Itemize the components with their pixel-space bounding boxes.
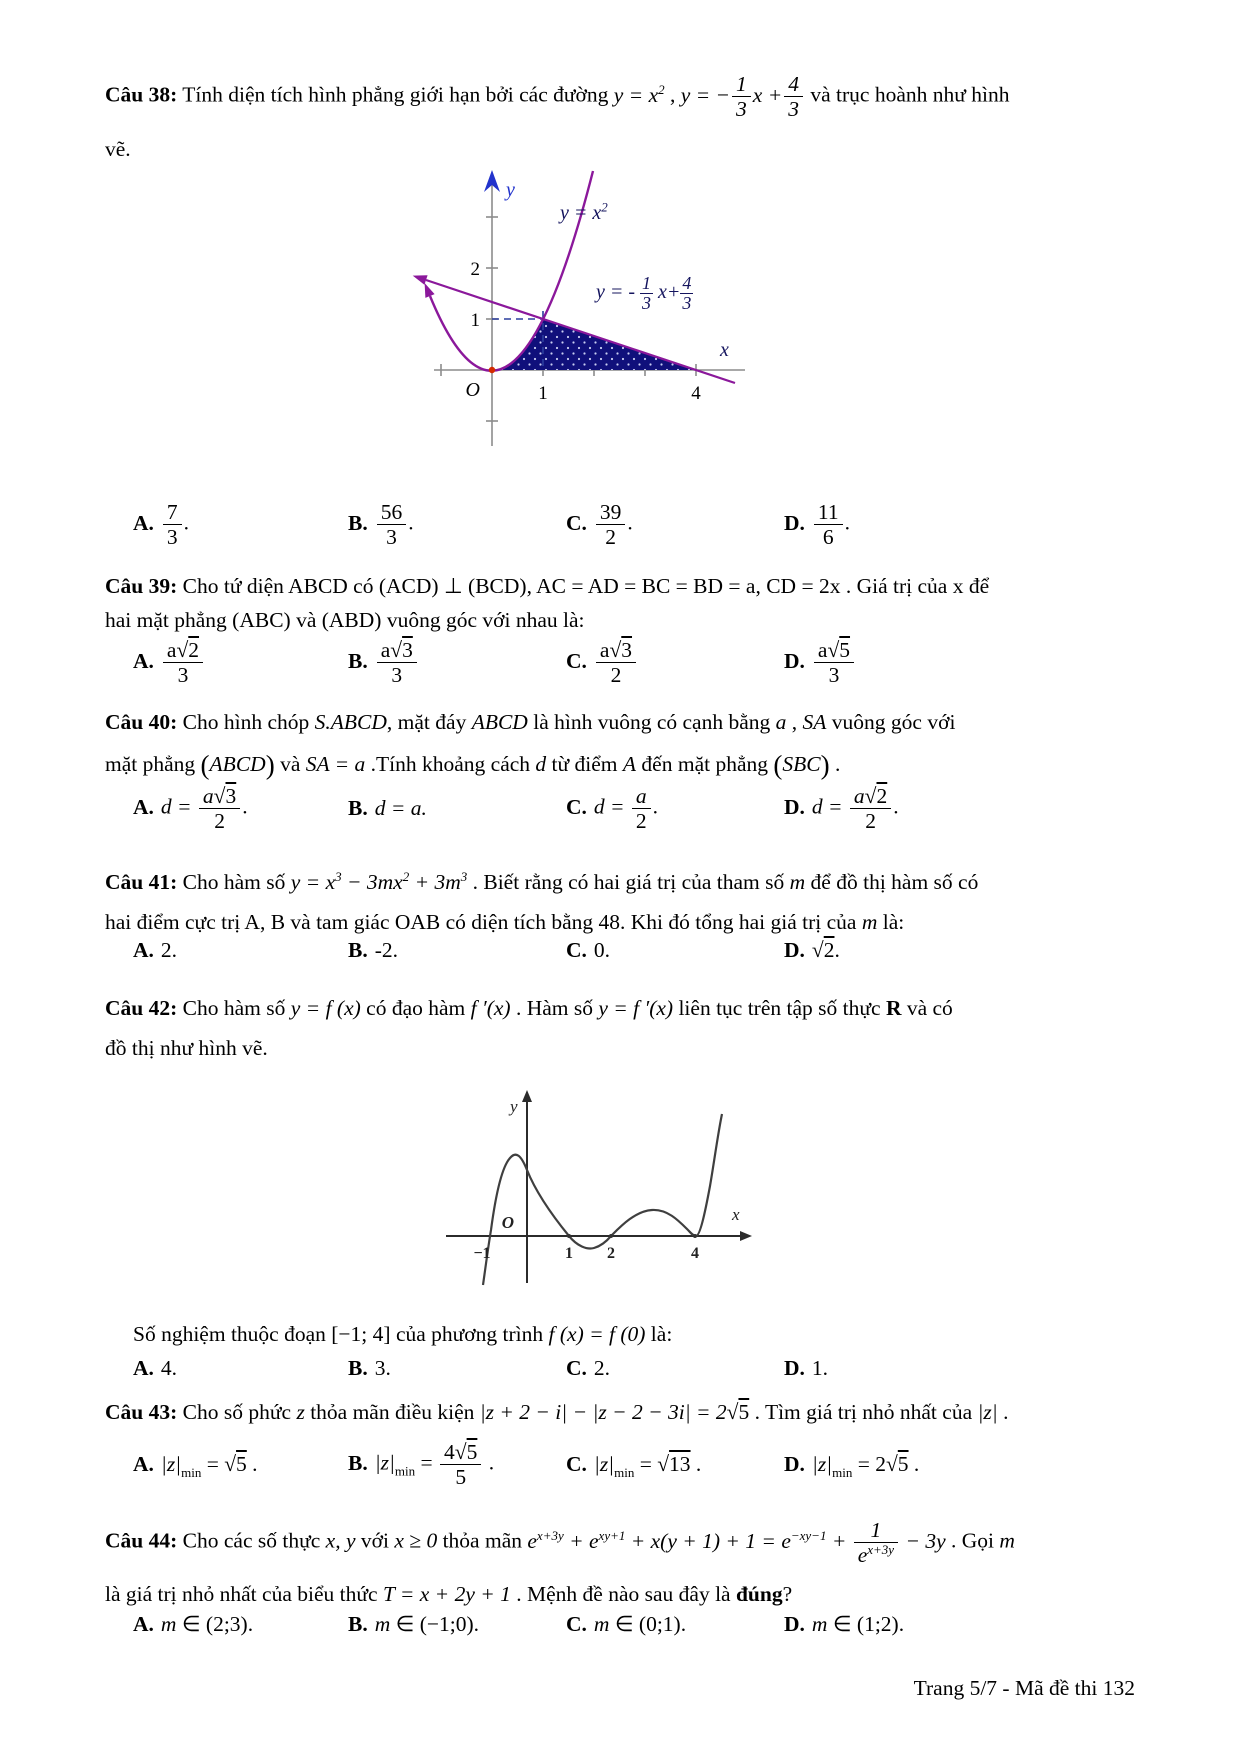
q41-line-1: Câu 41: Cho hàm số $y = x^3 - 3mx^2 + 3m^3$ . Biết rằng có hai giá trị của tham số m để đồ thị hàm số có (105, 868, 979, 894)
q44-line-1: Câu 44: Cho các số thực x, y với x ≥ 0 thỏa mãn $e^{x+3y} + e^{xy+1} + x(y + 1) + 1 = e^{-xy-1}$ + $\frac{1}{e^{x+3y}}$ − 3y . Gọi m (105, 1518, 1015, 1568)
y-axis-arrow (522, 1090, 532, 1102)
line-arrow (413, 275, 428, 284)
q40-answer-b: B. d = a. (348, 796, 427, 821)
q38-answer-c: C. $\frac{39}{2}$ . (566, 500, 633, 550)
q43-line-1: Câu 43: Cho số phức z thỏa mãn điều kiện |z + 2 − i| − |z − 2 − 3i| = 2√5 . Tìm giá trị nhỏ nhất của |z| . (105, 1400, 1009, 1424)
text: , (664, 82, 681, 107)
q39-answer-c: C. $\frac{a√3}{2}$ (566, 638, 784, 687)
q40-answers (105, 784, 1165, 833)
q44-answer-a: A. m ∈ (2;3). (133, 1612, 254, 1636)
q44-answer-b: B. m ∈ (−1;0). (348, 1612, 480, 1636)
text: Cho hàm số (182, 996, 291, 1020)
fraction: $\frac{4√5}{5}$ (438, 1440, 483, 1489)
q43-answer-c: C. $|z|_{min} = √13$ . (566, 1452, 702, 1481)
q43-answer-d: D. $|z|_{min} = 2√5$ . (784, 1452, 920, 1481)
fraction: $\frac{11}{6}$ (812, 500, 845, 549)
q44-answers (105, 1612, 1165, 1637)
q39-answer-d: D. $\frac{a√5}{3}$ (784, 638, 1165, 687)
q42-graph (430, 1078, 760, 1303)
fraction: $\frac{a√3}{2}$ (197, 784, 242, 833)
q42-solution-line: Số nghiệm thuộc đoạn [−1; 4] của phương trình f (x) = f (0) là: (133, 1322, 673, 1346)
q42-answer-c: C. 2. (566, 1356, 611, 1380)
q42-answer-d: D. 1. (784, 1356, 829, 1380)
root-dot-1 (567, 1234, 571, 1238)
q40-line-2: mặt phẳng (ABCD) và SA = a .Tính khoảng cách d từ điểm A đến mặt phẳng (SBC) . (105, 750, 841, 780)
fraction: $\frac{1}{3}$ (642, 273, 652, 313)
q44-label: Câu 44: (105, 1528, 178, 1553)
x-axis-label: x (732, 1205, 740, 1224)
q38-label: Câu 38: (105, 82, 178, 107)
q44-formula: $e^{x+3y} + e^{xy+1} + x(y + 1) + 1 = e^{-xy-1}$ + $\frac{1}{e^{x+3y}}$ − 3y (527, 1518, 946, 1568)
x-axis-arrow (740, 1231, 752, 1241)
q41-line-2: hai điểm cực trị A, B và tam giác OAB có diện tích bằng 48. Khi đó tổng hai giá trị của m là: (105, 910, 905, 934)
text: mặt phẳng (105, 752, 201, 776)
q41-answer-c: C. 0. (566, 938, 611, 962)
q41-answer-b: B. -2. (348, 938, 399, 962)
q42-label: Câu 42: (105, 996, 178, 1020)
text: vẽ. (105, 137, 131, 161)
fraction: $\frac{39}{2}$ (594, 500, 628, 549)
fraction: $\frac{a√2}{2}$ (848, 784, 893, 833)
derivative-curve (483, 1114, 722, 1285)
y-label-1: 1 (470, 310, 480, 331)
x-label-4: 4 (691, 1245, 699, 1262)
q44-answer-c: C. m ∈ (0;1). (566, 1612, 687, 1636)
x-label-neg1: −1 (473, 1245, 491, 1262)
q42-line-1: Câu 42: Cho hàm số y = f (x) có đạo hàm f ′(x) . Hàm số y = f ′(x) liên tục trên tập số thực R và có (105, 996, 953, 1020)
x-label-1: 1 (565, 1245, 573, 1262)
q43-answer-b: B. $|z|_{min}$ = $\frac{4√5}{5}$ . (348, 1440, 495, 1490)
q41-label: Câu 41: (105, 870, 178, 894)
q38-answer-d: D. $\frac{11}{6}$ . (784, 500, 850, 550)
text: hai điểm cực trị A, B và tam giác OAB có diện tích bằng 48. Khi đó tổng hai giá trị của (105, 910, 862, 934)
root-dot-4 (693, 1234, 697, 1238)
fraction: $\frac{a√3}{2}$ (594, 638, 638, 687)
text: Tính diện tích hình phẳng giới hạn bởi các đường (182, 82, 614, 107)
text: Cho số phức (182, 1400, 297, 1424)
text: và trục hoành như hình (810, 82, 1010, 107)
q43-label: Câu 43: (105, 1400, 178, 1424)
fraction: $\frac{56}{3}$ (375, 500, 409, 549)
q38-graph (400, 158, 780, 458)
y-axis-label: y (510, 1097, 518, 1116)
y-axis-label: y (506, 179, 515, 201)
fraction: $\frac{1}{3}$ (730, 72, 753, 121)
y-label-2: 2 (470, 259, 480, 280)
text: Cho tứ diện ABCD có (ACD) ⊥ (BCD), AC = AD = BC = BD = a, CD = 2x . Giá trị của x để (182, 574, 990, 598)
text: Cho hình chóp (182, 710, 315, 734)
fraction: $\frac{a√3}{3}$ (375, 638, 419, 687)
fraction: $\frac{a}{2}$ (630, 784, 653, 833)
fraction: $\frac{1}{e^{x+3y}}$ (852, 1518, 900, 1567)
q39-label: Câu 39: (105, 574, 178, 598)
origin-label: O (501, 1213, 514, 1232)
q38-answer-b: B. $\frac{56}{3}$ . (348, 500, 414, 550)
x-label-4: 4 (691, 383, 701, 404)
q40-answer-c: C. d = $\frac{a}{2}$ . (566, 784, 659, 834)
page-footer: Trang 5/7 - Mã đề thi 132 (913, 1676, 1135, 1700)
q39-answer-b: B. $\frac{a√3}{3}$ (348, 638, 566, 687)
q43-formula: |z + 2 − i| − |z − 2 − 3i| = 2 (479, 1400, 727, 1424)
shaded-region (492, 319, 696, 370)
q42-answer-a: A. 4. (133, 1356, 178, 1380)
origin-label: O (465, 379, 480, 401)
fraction: $\frac{a√5}{3}$ (812, 638, 856, 687)
q39-line-1 (105, 570, 989, 603)
q38-answer-a: A. $\frac{7}{3}$ . (133, 500, 190, 550)
text: Số nghiệm thuộc đoạn (133, 1322, 332, 1346)
text: Cho các số thực (182, 1528, 326, 1553)
fraction: $\frac{4}{3}$ (682, 273, 692, 313)
q41-answers (105, 938, 1165, 963)
q40-answer-d: D. d = $\frac{a√2}{2}$ . (784, 784, 899, 834)
q38-line-1 (105, 72, 1010, 121)
q41-answer-d: D. √2. (784, 938, 840, 962)
text: hai mặt phẳng (ABC) và (ABD) vuông góc với nhau là: (105, 608, 585, 632)
x-axis-label: x (720, 339, 729, 361)
q42-answer-b: B. 3. (348, 1356, 391, 1380)
q39-answer-a: A. $\frac{a√2}{3}$ (133, 638, 348, 687)
q39-answers (105, 638, 1165, 687)
text: Cho hàm số (182, 870, 291, 894)
q38-answers (105, 500, 1165, 549)
q41-formula: $y = x^3 - 3mx^2 + 3m^3$ (290, 868, 468, 894)
origin-dot (489, 367, 495, 373)
q40-line-1: Câu 40: Cho hình chóp S.ABCD, mặt đáy ABCD là hình vuông có cạnh bằng a , SA vuông góc với (105, 710, 956, 734)
fraction: $\frac{4}{3}$ (782, 72, 805, 121)
q40-label: Câu 40: (105, 710, 178, 734)
text: là giá trị nhỏ nhất của biểu thức (105, 1582, 383, 1606)
x-label-1: 1 (538, 383, 548, 404)
q38-formula-parabola: $y = x^2$ (613, 81, 665, 107)
q44-line-2: là giá trị nhỏ nhất của biểu thức T = x + 2y + 1 . Mệnh đề nào sau đây là đúng? (105, 1582, 793, 1606)
root-dot-2 (609, 1234, 613, 1238)
parabola-equation-label: $y = x^2$ (560, 199, 608, 224)
x-label-2: 2 (607, 1245, 615, 1262)
q41-answer-a: A. 2. (133, 938, 178, 962)
q39-line-2 (105, 604, 585, 637)
q44-answer-d: D. m ∈ (1;2). (784, 1612, 905, 1636)
q43-answer-a: A. $|z|_{min} = √5$ . (133, 1452, 258, 1481)
fraction: $\frac{7}{3}$ (161, 500, 184, 549)
q40-answer-a: A. d = $\frac{a√3}{2}$ . (133, 784, 248, 834)
line-equation-label: y = - $\frac{1}{3}$ x+ $\frac{4}{3}$ (596, 273, 692, 313)
q42-answers (105, 1356, 1165, 1381)
q42-line-2 (105, 1032, 268, 1065)
q38-line-2 (105, 133, 131, 166)
fraction: $\frac{a√2}{3}$ (161, 638, 205, 687)
q43-answers (105, 1440, 1165, 1489)
q38-formula-line: y = − $\frac{1}{3}$ x + $\frac{4}{3}$ (681, 83, 805, 107)
q42-graph-svg (430, 1078, 760, 1303)
text: đồ thị như hình vẽ. (105, 1036, 268, 1060)
parabola-arrow (425, 283, 435, 298)
